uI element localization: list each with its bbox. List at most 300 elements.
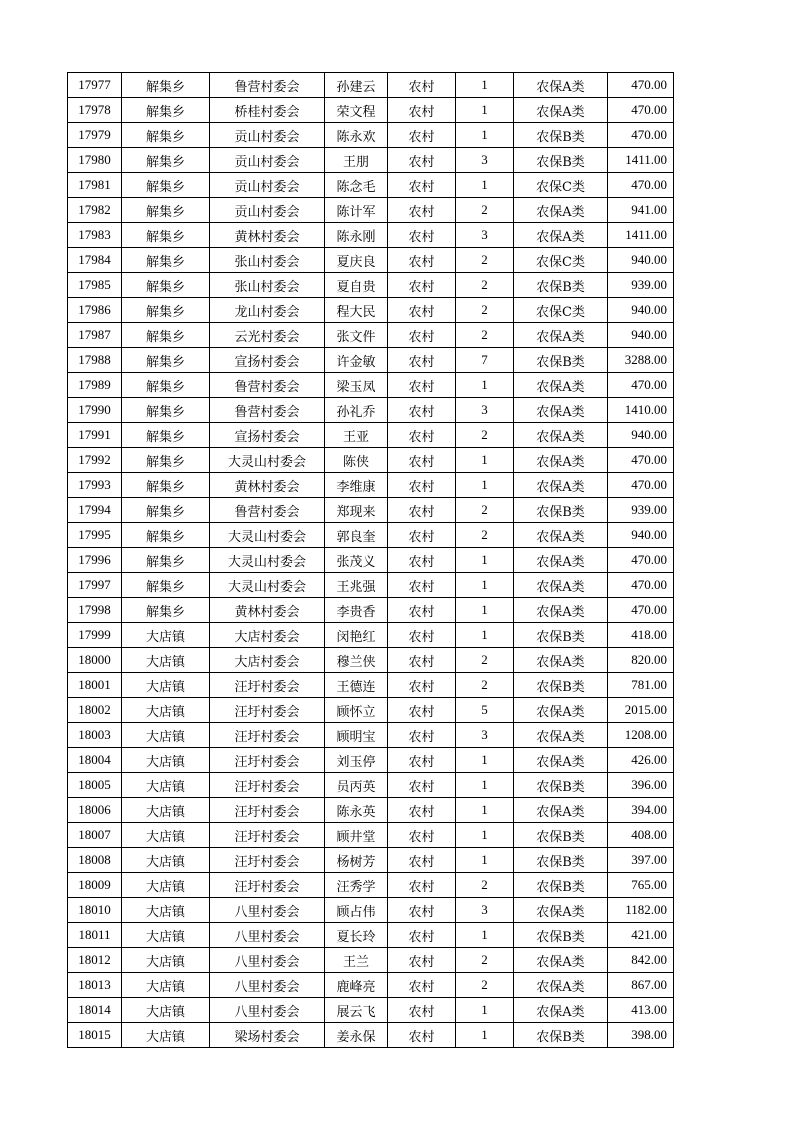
village-cell: 鲁营村委会 <box>210 498 325 523</box>
table-row <box>68 323 674 348</box>
household-count-cell: 2 <box>456 273 514 298</box>
town-cell: 大店镇 <box>122 923 210 948</box>
table-row <box>68 298 674 323</box>
table-body <box>68 73 674 1048</box>
household-count-cell: 3 <box>456 723 514 748</box>
person-name-cell: 姜永保 <box>325 1023 388 1048</box>
insurance-category-cell: 农保B类 <box>514 1023 608 1048</box>
area-type-cell: 农村 <box>388 748 456 773</box>
area-type-cell: 农村 <box>388 273 456 298</box>
town-cell: 解集乡 <box>122 398 210 423</box>
person-name-cell: 李维康 <box>325 473 388 498</box>
town-cell: 解集乡 <box>122 123 210 148</box>
id-cell: 17997 <box>68 573 122 598</box>
village-cell: 汪圩村委会 <box>210 873 325 898</box>
town-cell: 解集乡 <box>122 323 210 348</box>
insurance-category-cell: 农保A类 <box>514 998 608 1023</box>
id-cell: 18015 <box>68 1023 122 1048</box>
amount-cell: 394.00 <box>608 798 674 823</box>
data-table <box>67 72 674 1048</box>
person-name-cell: 展云飞 <box>325 998 388 1023</box>
town-cell: 解集乡 <box>122 148 210 173</box>
household-count-cell: 1 <box>456 623 514 648</box>
person-name-cell: 王朋 <box>325 148 388 173</box>
id-cell: 17991 <box>68 423 122 448</box>
id-cell: 18011 <box>68 923 122 948</box>
amount-cell: 470.00 <box>608 123 674 148</box>
person-name-cell: 许金敏 <box>325 348 388 373</box>
village-cell: 黄林村委会 <box>210 473 325 498</box>
amount-cell: 1182.00 <box>608 898 674 923</box>
table-row <box>68 973 674 998</box>
village-cell: 宣扬村委会 <box>210 423 325 448</box>
person-name-cell: 顾明宝 <box>325 723 388 748</box>
area-type-cell: 农村 <box>388 723 456 748</box>
household-count-cell: 2 <box>456 523 514 548</box>
person-name-cell: 鹿峰亮 <box>325 973 388 998</box>
person-name-cell: 郭良奎 <box>325 523 388 548</box>
insurance-category-cell: 农保B类 <box>514 773 608 798</box>
person-name-cell: 王德连 <box>325 673 388 698</box>
household-count-cell: 2 <box>456 323 514 348</box>
amount-cell: 867.00 <box>608 973 674 998</box>
town-cell: 解集乡 <box>122 348 210 373</box>
person-name-cell: 刘玉停 <box>325 748 388 773</box>
person-name-cell: 荣文程 <box>325 98 388 123</box>
amount-cell: 470.00 <box>608 73 674 98</box>
town-cell: 大店镇 <box>122 673 210 698</box>
id-cell: 17977 <box>68 73 122 98</box>
person-name-cell: 王兆强 <box>325 573 388 598</box>
household-count-cell: 1 <box>456 98 514 123</box>
village-cell: 八里村委会 <box>210 948 325 973</box>
table-row <box>68 73 674 98</box>
person-name-cell: 陈侠 <box>325 448 388 473</box>
insurance-category-cell: 农保A类 <box>514 548 608 573</box>
household-count-cell: 1 <box>456 923 514 948</box>
household-count-cell: 3 <box>456 898 514 923</box>
insurance-category-cell: 农保A类 <box>514 223 608 248</box>
insurance-category-cell: 农保A类 <box>514 973 608 998</box>
person-name-cell: 夏长玲 <box>325 923 388 948</box>
table-row <box>68 948 674 973</box>
amount-cell: 939.00 <box>608 498 674 523</box>
household-count-cell: 5 <box>456 698 514 723</box>
household-count-cell: 2 <box>456 423 514 448</box>
household-count-cell: 1 <box>456 73 514 98</box>
table-row <box>68 523 674 548</box>
person-name-cell: 员丙英 <box>325 773 388 798</box>
household-count-cell: 1 <box>456 748 514 773</box>
amount-cell: 398.00 <box>608 1023 674 1048</box>
household-count-cell: 1 <box>456 598 514 623</box>
amount-cell: 397.00 <box>608 848 674 873</box>
area-type-cell: 农村 <box>388 398 456 423</box>
area-type-cell: 农村 <box>388 123 456 148</box>
id-cell: 17989 <box>68 373 122 398</box>
person-name-cell: 张茂义 <box>325 548 388 573</box>
area-type-cell: 农村 <box>388 673 456 698</box>
id-cell: 17994 <box>68 498 122 523</box>
household-count-cell: 1 <box>456 573 514 598</box>
person-name-cell: 夏自贵 <box>325 273 388 298</box>
id-cell: 17981 <box>68 173 122 198</box>
insurance-category-cell: 农保A类 <box>514 398 608 423</box>
person-name-cell: 梁玉凤 <box>325 373 388 398</box>
town-cell: 大店镇 <box>122 798 210 823</box>
id-cell: 17979 <box>68 123 122 148</box>
table-row <box>68 698 674 723</box>
household-count-cell: 3 <box>456 398 514 423</box>
id-cell: 18014 <box>68 998 122 1023</box>
table-row <box>68 573 674 598</box>
insurance-category-cell: 农保C类 <box>514 248 608 273</box>
insurance-category-cell: 农保A类 <box>514 598 608 623</box>
table-row <box>68 348 674 373</box>
table-row <box>68 648 674 673</box>
town-cell: 大店镇 <box>122 698 210 723</box>
id-cell: 18006 <box>68 798 122 823</box>
household-count-cell: 1 <box>456 1023 514 1048</box>
insurance-category-cell: 农保A类 <box>514 73 608 98</box>
id-cell: 17985 <box>68 273 122 298</box>
amount-cell: 1410.00 <box>608 398 674 423</box>
town-cell: 大店镇 <box>122 648 210 673</box>
village-cell: 贡山村委会 <box>210 148 325 173</box>
village-cell: 黄林村委会 <box>210 598 325 623</box>
insurance-category-cell: 农保B类 <box>514 623 608 648</box>
table-row <box>68 398 674 423</box>
amount-cell: 1208.00 <box>608 723 674 748</box>
household-count-cell: 1 <box>456 548 514 573</box>
area-type-cell: 农村 <box>388 498 456 523</box>
insurance-category-cell: 农保C类 <box>514 298 608 323</box>
person-name-cell: 李贵香 <box>325 598 388 623</box>
area-type-cell: 农村 <box>388 773 456 798</box>
id-cell: 18000 <box>68 648 122 673</box>
village-cell: 八里村委会 <box>210 923 325 948</box>
area-type-cell: 农村 <box>388 698 456 723</box>
insurance-category-cell: 农保A类 <box>514 373 608 398</box>
amount-cell: 1411.00 <box>608 148 674 173</box>
amount-cell: 421.00 <box>608 923 674 948</box>
town-cell: 大店镇 <box>122 948 210 973</box>
insurance-category-cell: 农保B类 <box>514 673 608 698</box>
village-cell: 汪圩村委会 <box>210 748 325 773</box>
insurance-category-cell: 农保A类 <box>514 198 608 223</box>
table-row <box>68 798 674 823</box>
area-type-cell: 农村 <box>388 198 456 223</box>
amount-cell: 470.00 <box>608 98 674 123</box>
insurance-category-cell: 农保A类 <box>514 648 608 673</box>
area-type-cell: 农村 <box>388 648 456 673</box>
town-cell: 大店镇 <box>122 823 210 848</box>
area-type-cell: 农村 <box>388 173 456 198</box>
table-row <box>68 873 674 898</box>
village-cell: 汪圩村委会 <box>210 723 325 748</box>
insurance-category-cell: 农保A类 <box>514 423 608 448</box>
household-count-cell: 3 <box>456 223 514 248</box>
table-row <box>68 998 674 1023</box>
amount-cell: 940.00 <box>608 523 674 548</box>
id-cell: 18003 <box>68 723 122 748</box>
person-name-cell: 张文件 <box>325 323 388 348</box>
amount-cell: 470.00 <box>608 473 674 498</box>
table-row <box>68 923 674 948</box>
amount-cell: 765.00 <box>608 873 674 898</box>
household-count-cell: 2 <box>456 648 514 673</box>
town-cell: 解集乡 <box>122 248 210 273</box>
amount-cell: 470.00 <box>608 598 674 623</box>
amount-cell: 842.00 <box>608 948 674 973</box>
table-row <box>68 598 674 623</box>
town-cell: 大店镇 <box>122 873 210 898</box>
table-row <box>68 748 674 773</box>
area-type-cell: 农村 <box>388 248 456 273</box>
household-count-cell: 3 <box>456 148 514 173</box>
village-cell: 贡山村委会 <box>210 123 325 148</box>
area-type-cell: 农村 <box>388 923 456 948</box>
insurance-category-cell: 农保B类 <box>514 873 608 898</box>
table-row <box>68 198 674 223</box>
amount-cell: 426.00 <box>608 748 674 773</box>
person-name-cell: 王兰 <box>325 948 388 973</box>
village-cell: 鲁营村委会 <box>210 398 325 423</box>
person-name-cell: 程大民 <box>325 298 388 323</box>
amount-cell: 781.00 <box>608 673 674 698</box>
village-cell: 鲁营村委会 <box>210 373 325 398</box>
town-cell: 解集乡 <box>122 598 210 623</box>
person-name-cell: 陈永英 <box>325 798 388 823</box>
person-name-cell: 顾占伟 <box>325 898 388 923</box>
town-cell: 大店镇 <box>122 773 210 798</box>
id-cell: 18013 <box>68 973 122 998</box>
insurance-category-cell: 农保B类 <box>514 923 608 948</box>
person-name-cell: 郑现来 <box>325 498 388 523</box>
amount-cell: 3288.00 <box>608 348 674 373</box>
area-type-cell: 农村 <box>388 623 456 648</box>
person-name-cell: 陈永欢 <box>325 123 388 148</box>
village-cell: 汪圩村委会 <box>210 673 325 698</box>
area-type-cell: 农村 <box>388 73 456 98</box>
insurance-category-cell: 农保B类 <box>514 823 608 848</box>
amount-cell: 470.00 <box>608 573 674 598</box>
area-type-cell: 农村 <box>388 523 456 548</box>
village-cell: 汪圩村委会 <box>210 773 325 798</box>
table-row <box>68 123 674 148</box>
id-cell: 17987 <box>68 323 122 348</box>
household-count-cell: 2 <box>456 498 514 523</box>
table-row <box>68 773 674 798</box>
id-cell: 18002 <box>68 698 122 723</box>
area-type-cell: 农村 <box>388 848 456 873</box>
table-row <box>68 98 674 123</box>
amount-cell: 396.00 <box>608 773 674 798</box>
person-name-cell: 杨树芳 <box>325 848 388 873</box>
household-count-cell: 1 <box>456 848 514 873</box>
table-row <box>68 498 674 523</box>
area-type-cell: 农村 <box>388 323 456 348</box>
village-cell: 大店村委会 <box>210 623 325 648</box>
household-count-cell: 2 <box>456 948 514 973</box>
table-row <box>68 623 674 648</box>
id-cell: 17978 <box>68 98 122 123</box>
id-cell: 18005 <box>68 773 122 798</box>
person-name-cell: 陈计军 <box>325 198 388 223</box>
id-cell: 18004 <box>68 748 122 773</box>
amount-cell: 408.00 <box>608 823 674 848</box>
insurance-category-cell: 农保B类 <box>514 148 608 173</box>
id-cell: 17983 <box>68 223 122 248</box>
village-cell: 桥桂村委会 <box>210 98 325 123</box>
household-count-cell: 1 <box>456 373 514 398</box>
area-type-cell: 农村 <box>388 98 456 123</box>
id-cell: 17982 <box>68 198 122 223</box>
area-type-cell: 农村 <box>388 548 456 573</box>
village-cell: 贡山村委会 <box>210 173 325 198</box>
insurance-category-cell: 农保A类 <box>514 573 608 598</box>
table-row <box>68 273 674 298</box>
area-type-cell: 农村 <box>388 423 456 448</box>
village-cell: 汪圩村委会 <box>210 823 325 848</box>
town-cell: 大店镇 <box>122 848 210 873</box>
household-count-cell: 1 <box>456 173 514 198</box>
amount-cell: 939.00 <box>608 273 674 298</box>
insurance-category-cell: 农保A类 <box>514 523 608 548</box>
town-cell: 解集乡 <box>122 473 210 498</box>
insurance-category-cell: 农保A类 <box>514 748 608 773</box>
person-name-cell: 陈念毛 <box>325 173 388 198</box>
town-cell: 解集乡 <box>122 73 210 98</box>
insurance-category-cell: 农保B类 <box>514 273 608 298</box>
id-cell: 18007 <box>68 823 122 848</box>
household-count-cell: 7 <box>456 348 514 373</box>
table-row <box>68 373 674 398</box>
insurance-category-cell: 农保B类 <box>514 498 608 523</box>
household-count-cell: 2 <box>456 973 514 998</box>
amount-cell: 470.00 <box>608 173 674 198</box>
village-cell: 大灵山村委会 <box>210 448 325 473</box>
table-row <box>68 473 674 498</box>
town-cell: 大店镇 <box>122 1023 210 1048</box>
town-cell: 解集乡 <box>122 273 210 298</box>
town-cell: 解集乡 <box>122 223 210 248</box>
area-type-cell: 农村 <box>388 223 456 248</box>
household-count-cell: 2 <box>456 673 514 698</box>
amount-cell: 413.00 <box>608 998 674 1023</box>
household-count-cell: 2 <box>456 248 514 273</box>
amount-cell: 418.00 <box>608 623 674 648</box>
id-cell: 17992 <box>68 448 122 473</box>
household-count-cell: 2 <box>456 198 514 223</box>
town-cell: 大店镇 <box>122 748 210 773</box>
town-cell: 解集乡 <box>122 298 210 323</box>
table-row <box>68 173 674 198</box>
village-cell: 大灵山村委会 <box>210 548 325 573</box>
id-cell: 17986 <box>68 298 122 323</box>
town-cell: 大店镇 <box>122 623 210 648</box>
id-cell: 17999 <box>68 623 122 648</box>
area-type-cell: 农村 <box>388 948 456 973</box>
household-count-cell: 1 <box>456 998 514 1023</box>
id-cell: 18008 <box>68 848 122 873</box>
area-type-cell: 农村 <box>388 1023 456 1048</box>
household-count-cell: 1 <box>456 798 514 823</box>
amount-cell: 941.00 <box>608 198 674 223</box>
table-row <box>68 223 674 248</box>
id-cell: 17980 <box>68 148 122 173</box>
village-cell: 龙山村委会 <box>210 298 325 323</box>
table-row <box>68 148 674 173</box>
table-row <box>68 723 674 748</box>
town-cell: 大店镇 <box>122 898 210 923</box>
town-cell: 解集乡 <box>122 423 210 448</box>
amount-cell: 940.00 <box>608 248 674 273</box>
insurance-category-cell: 农保A类 <box>514 798 608 823</box>
village-cell: 八里村委会 <box>210 973 325 998</box>
town-cell: 解集乡 <box>122 373 210 398</box>
person-name-cell: 汪秀学 <box>325 873 388 898</box>
table-row <box>68 673 674 698</box>
id-cell: 17988 <box>68 348 122 373</box>
person-name-cell: 顾怀立 <box>325 698 388 723</box>
village-cell: 梁场村委会 <box>210 1023 325 1048</box>
id-cell: 17998 <box>68 598 122 623</box>
person-name-cell: 闵艳红 <box>325 623 388 648</box>
village-cell: 八里村委会 <box>210 898 325 923</box>
person-name-cell: 夏庆良 <box>325 248 388 273</box>
town-cell: 解集乡 <box>122 448 210 473</box>
insurance-category-cell: 农保C类 <box>514 173 608 198</box>
village-cell: 八里村委会 <box>210 998 325 1023</box>
town-cell: 大店镇 <box>122 973 210 998</box>
area-type-cell: 农村 <box>388 448 456 473</box>
town-cell: 大店镇 <box>122 998 210 1023</box>
area-type-cell: 农村 <box>388 598 456 623</box>
table-row <box>68 848 674 873</box>
insurance-category-cell: 农保B类 <box>514 348 608 373</box>
insurance-category-cell: 农保B类 <box>514 123 608 148</box>
id-cell: 17993 <box>68 473 122 498</box>
village-cell: 汪圩村委会 <box>210 798 325 823</box>
table-row <box>68 823 674 848</box>
village-cell: 贡山村委会 <box>210 198 325 223</box>
town-cell: 解集乡 <box>122 198 210 223</box>
person-name-cell: 孙礼乔 <box>325 398 388 423</box>
amount-cell: 470.00 <box>608 548 674 573</box>
town-cell: 解集乡 <box>122 498 210 523</box>
area-type-cell: 农村 <box>388 873 456 898</box>
amount-cell: 940.00 <box>608 298 674 323</box>
id-cell: 18009 <box>68 873 122 898</box>
area-type-cell: 农村 <box>388 798 456 823</box>
household-count-cell: 1 <box>456 448 514 473</box>
insurance-category-cell: 农保A类 <box>514 448 608 473</box>
table-row <box>68 548 674 573</box>
village-cell: 大灵山村委会 <box>210 573 325 598</box>
insurance-category-cell: 农保A类 <box>514 723 608 748</box>
area-type-cell: 农村 <box>388 823 456 848</box>
amount-cell: 1411.00 <box>608 223 674 248</box>
insurance-category-cell: 农保A类 <box>514 948 608 973</box>
village-cell: 张山村委会 <box>210 273 325 298</box>
area-type-cell: 农村 <box>388 148 456 173</box>
household-count-cell: 2 <box>456 873 514 898</box>
household-count-cell: 1 <box>456 473 514 498</box>
id-cell: 18010 <box>68 898 122 923</box>
village-cell: 宣扬村委会 <box>210 348 325 373</box>
village-cell: 鲁营村委会 <box>210 73 325 98</box>
